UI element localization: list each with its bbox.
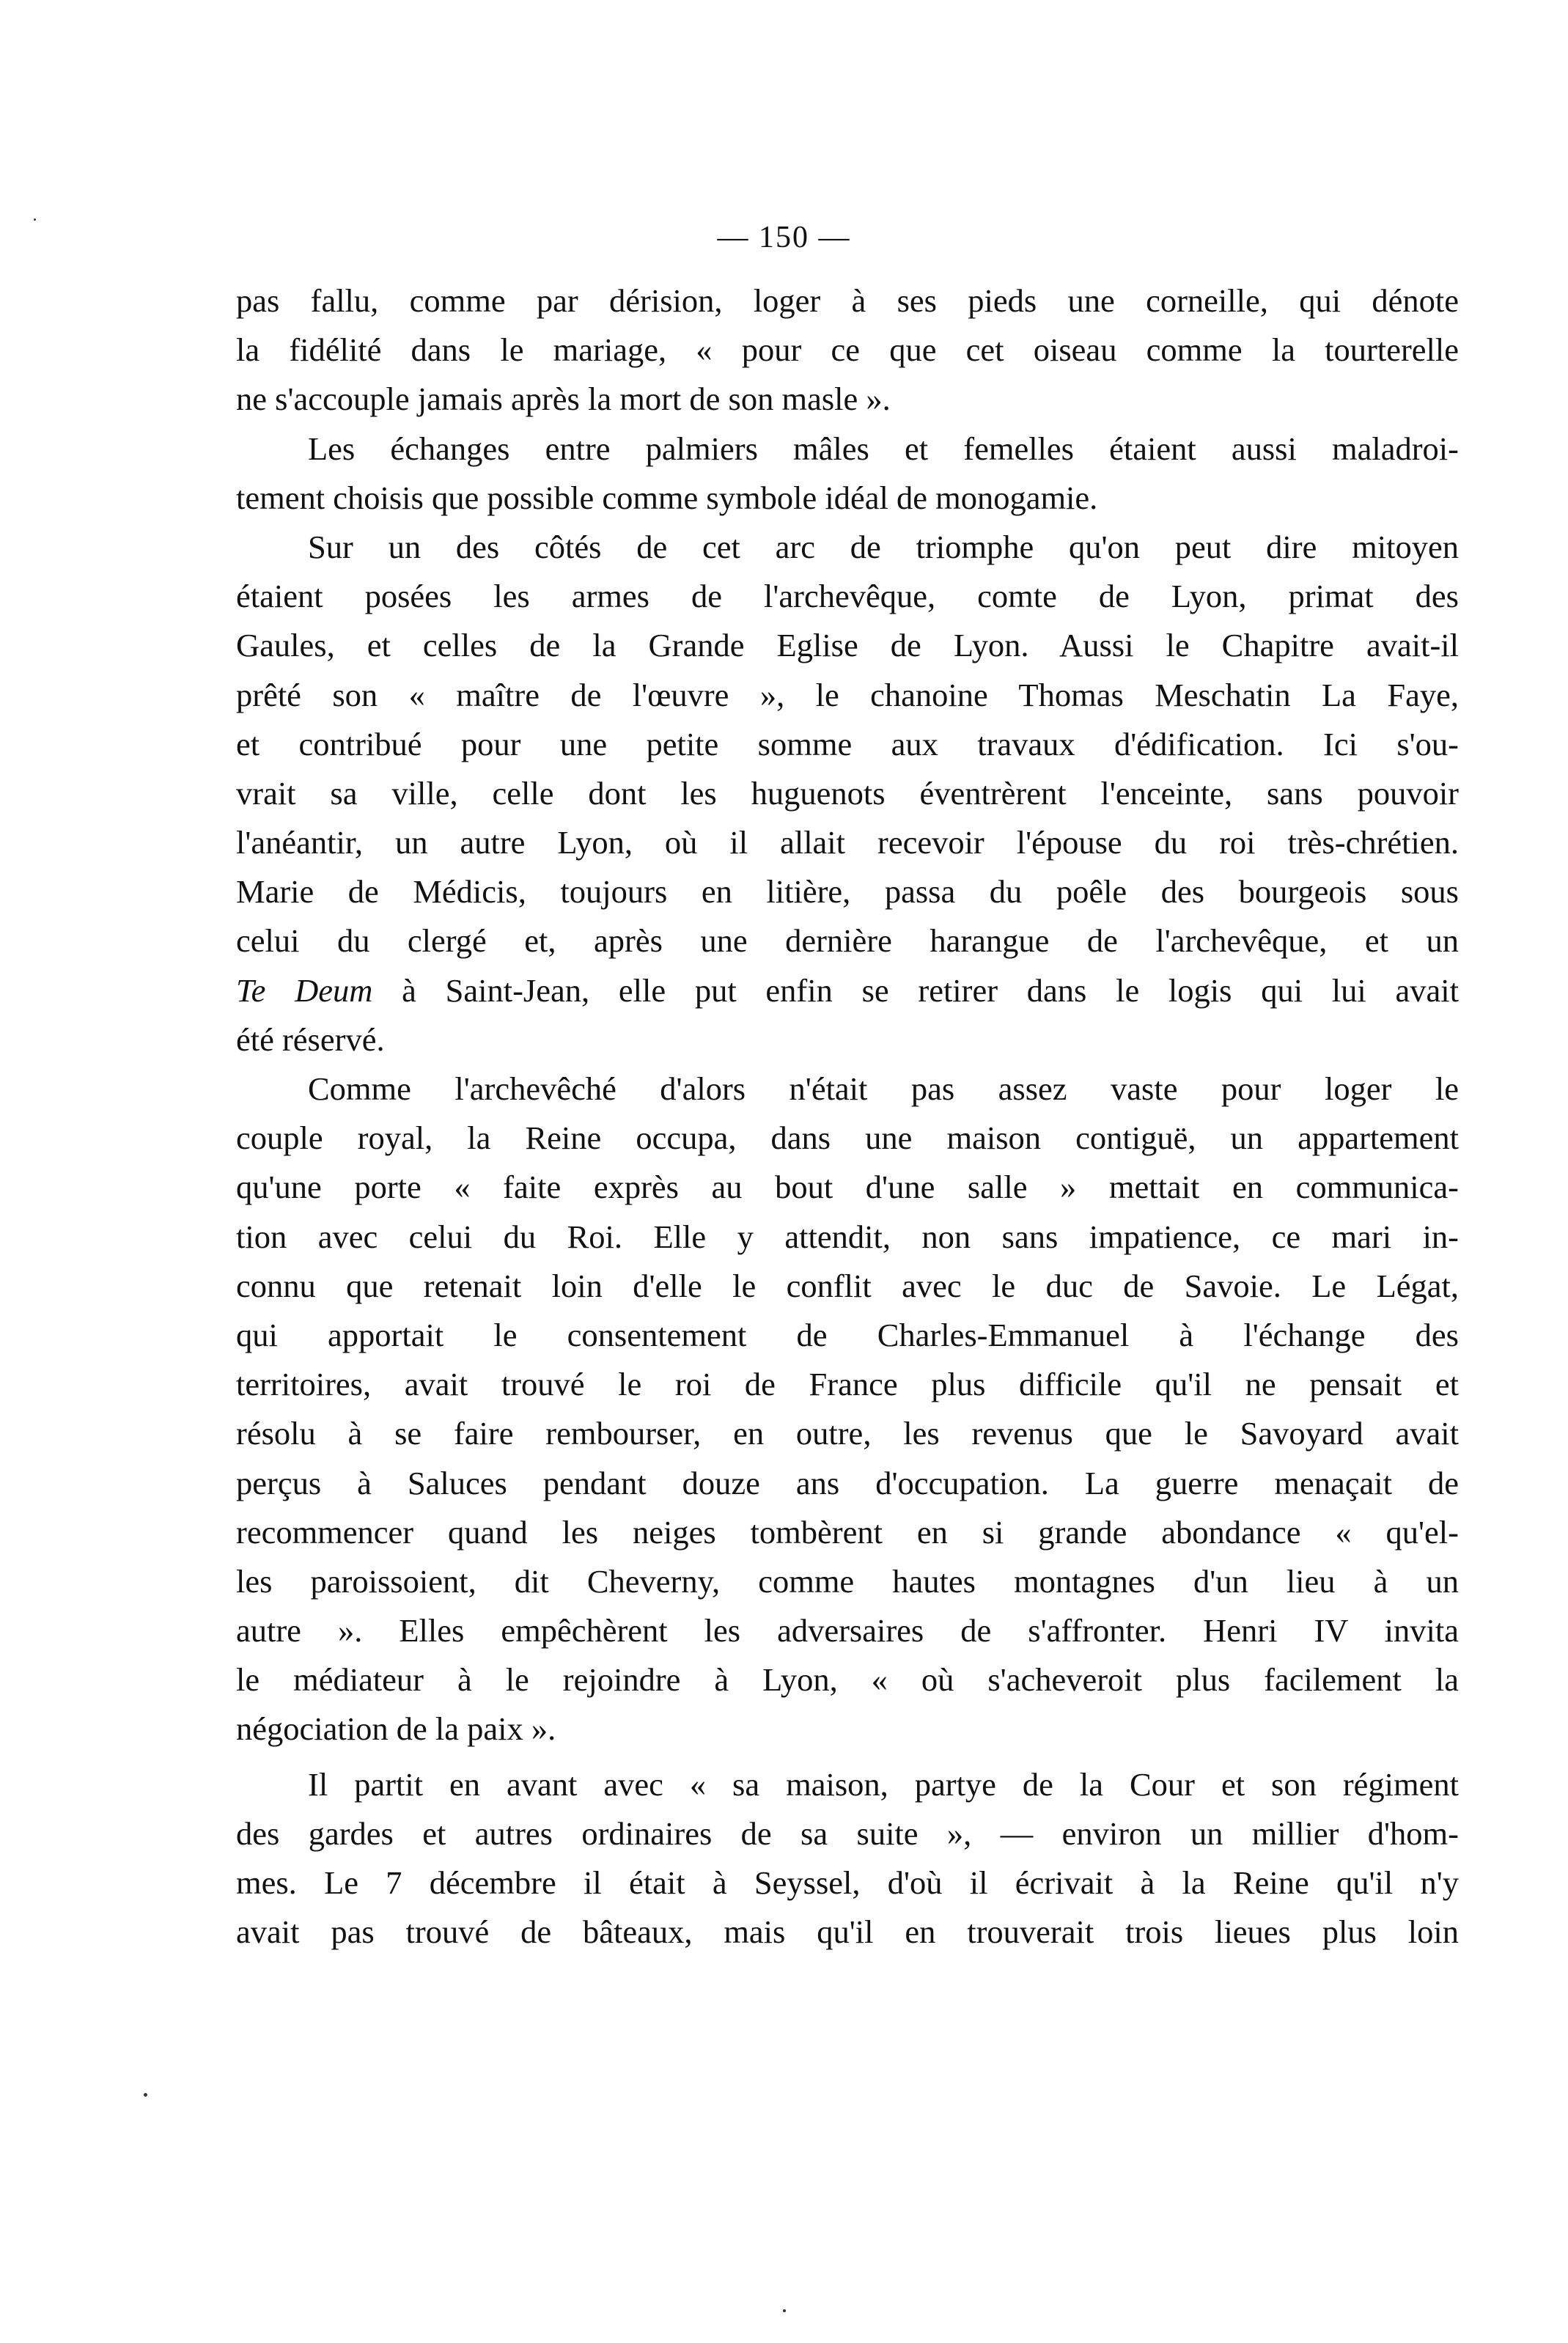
text-line: tement choisis que possible comme symbole idéal de monogamie.: [236, 479, 1098, 516]
text-span: à Saint-Jean, elle put enfin se retirer dans le logis qui lui avait: [372, 971, 1459, 1009]
text-line: pas fallu, comme par dérision, loger à ses pieds une corneille, qui dénote: [236, 282, 1459, 319]
text-line: Comme l'archevêché d'alors n'était pas assez vaste pour loger le: [308, 1070, 1459, 1107]
text-line: Marie de Médicis, toujours en litière, passa du poêle des bourgeois sous: [236, 873, 1459, 911]
text-line-with-italic: [236, 966, 1459, 1015]
paragraph: [236, 276, 1459, 424]
scan-speck: [144, 2093, 147, 2097]
text-line: vrait sa ville, celle dont les huguenots éventrèrent l'enceinte, sans pouvoir: [236, 774, 1459, 812]
text-line: avait pas trouvé de bâteaux, mais qu'il en trouverait trois lieues plus loin: [236, 1913, 1459, 1951]
text-line: étaient posées les armes de l'archevêque, comte de Lyon, primat des: [236, 578, 1459, 615]
text-line: mes. Le 7 décembre il était à Seyssel, d'où il écrivait à la Reine qu'il n'y: [236, 1864, 1459, 1901]
text-line: qu'une porte « faite exprès au bout d'une salle » mettait en communica-: [236, 1169, 1459, 1206]
text-line: des gardes et autres ordinaires de sa suite », — environ un millier d'hom-: [236, 1814, 1459, 1852]
scan-speck: [783, 2309, 786, 2312]
paragraph-gap: [236, 1754, 1459, 1760]
text-line: celui du clergé et, après une dernière harangue de l'archevêque, et un: [236, 922, 1459, 960]
text-line: la fidélité dans le mariage, « pour ce que cet oiseau comme la tourterelle: [236, 331, 1459, 369]
text-line: Il partit en avant avec « sa maison, partye de la Cour et son régiment: [308, 1765, 1459, 1803]
text-line: tion avec celui du Roi. Elle y attendit, non sans impatience, ce mari in-: [236, 1218, 1459, 1255]
italic-text: Te Deum: [236, 971, 373, 1009]
text-line: couple royal, la Reine occupa, dans une maison contiguë, un appartement: [236, 1119, 1459, 1157]
text-line: ne s'accouple jamais après la mort de son masle ».: [236, 380, 891, 418]
paragraph: [236, 1064, 1459, 1754]
text-line: le médiateur à le rejoindre à Lyon, « où s'acheveroit plus facilement la: [236, 1661, 1459, 1699]
text-line: Sur un des côtés de cet arc de triomphe qu'on peut dire mitoyen: [308, 528, 1459, 565]
paragraph: [236, 1760, 1459, 1957]
page-number: — 150 —: [717, 221, 851, 254]
text-line: Les échanges entre palmiers mâles et femelles étaient aussi maladroi-: [308, 430, 1459, 467]
text-line: négociation de la paix ».: [236, 1710, 556, 1748]
paragraph: [236, 424, 1459, 523]
text-line: Gaules, et celles de la Grande Eglise de Lyon. Aussi le Chapitre avait-il: [236, 627, 1459, 664]
text-line: perçus à Saluces pendant douze ans d'occupation. La guerre menaçait de: [236, 1464, 1459, 1501]
text-line: qui apportait le consentement de Charles-Emmanuel à l'échange des: [236, 1316, 1459, 1353]
text-line: les paroissoient, dit Cheverny, comme hautes montagnes d'un lieu à un: [236, 1562, 1459, 1600]
text-line: connu que retenait loin d'elle le conflit avec le duc de Savoie. Le Légat,: [236, 1267, 1459, 1304]
text-line: autre ». Elles empêchèrent les adversaires de s'affronter. Henri IV invita: [236, 1612, 1459, 1649]
text-line: territoires, avait trouvé le roi de France plus difficile qu'il ne pensait et: [236, 1366, 1459, 1403]
text-line: et contribué pour une petite somme aux travaux d'édification. Ici s'ou-: [236, 725, 1459, 762]
paragraph: [236, 523, 1459, 1064]
text-line: résolu à se faire rembourser, en outre, les revenus que le Savoyard avait: [236, 1415, 1459, 1452]
text-line: prêté son « maître de l'œuvre », le chanoine Thomas Meschatin La Faye,: [236, 676, 1459, 713]
text-line: l'anéantir, un autre Lyon, où il allait recevoir l'épouse du roi très-chrétien.: [236, 824, 1459, 861]
body-text: [236, 276, 1459, 1957]
scan-speck: [34, 218, 36, 221]
text-line: été réservé.: [236, 1020, 385, 1058]
text-line: recommencer quand les neiges tombèrent en si grande abondance « qu'el-: [236, 1513, 1459, 1551]
